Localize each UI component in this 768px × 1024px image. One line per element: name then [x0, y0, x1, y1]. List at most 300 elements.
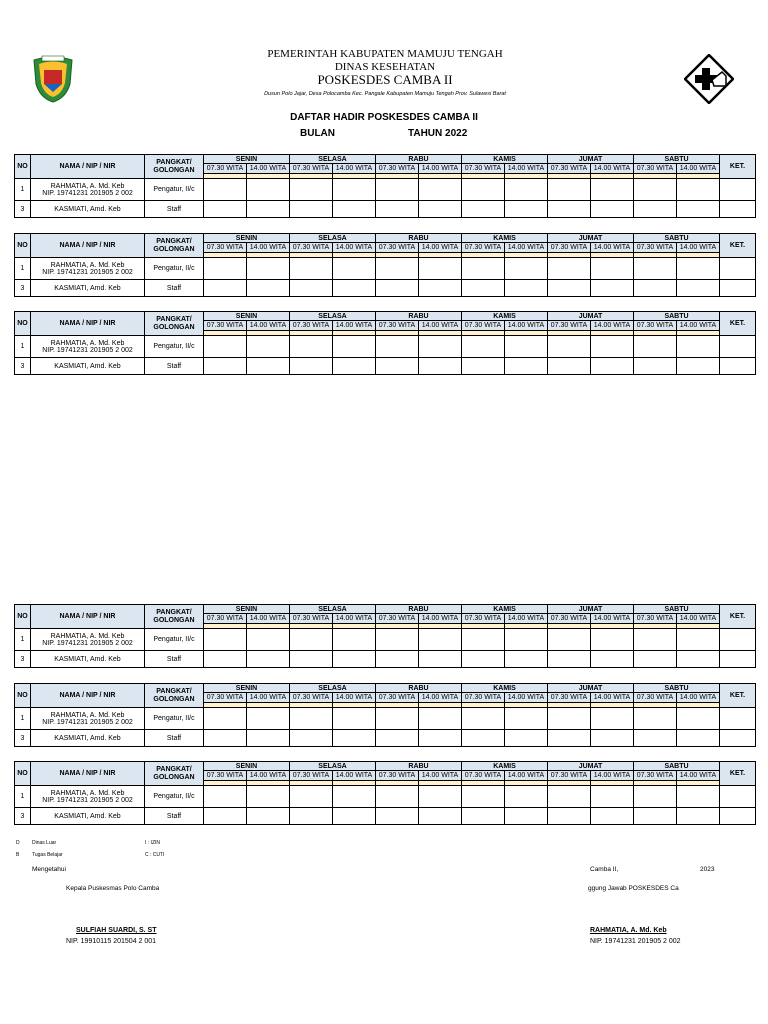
- attendance-cell[interactable]: [247, 808, 290, 825]
- attendance-cell[interactable]: [677, 280, 720, 297]
- attendance-cell[interactable]: [247, 651, 290, 668]
- attendance-cell[interactable]: [376, 786, 419, 808]
- time-in: 07.30 WITA: [462, 243, 505, 253]
- time-in: 07.30 WITA: [204, 614, 247, 624]
- attendance-cell[interactable]: [204, 808, 247, 825]
- time-in: 07.30 WITA: [548, 614, 591, 624]
- header-rank-line2: GOLONGAN: [153, 323, 195, 331]
- day-monday: SENIN: [204, 762, 290, 771]
- attendance-cell[interactable]: [419, 730, 462, 747]
- time-out: 14.00 WITA: [247, 164, 290, 174]
- attendance-cell[interactable]: [333, 201, 376, 218]
- legend-code: I : IZIN: [145, 840, 160, 846]
- attendance-cell[interactable]: [204, 258, 247, 280]
- attendance-cell[interactable]: [548, 280, 591, 297]
- attendance-cell[interactable]: [333, 808, 376, 825]
- day-friday: JUMAT: [548, 762, 634, 771]
- remarks-cell[interactable]: [720, 201, 756, 218]
- time-out: 14.00 WITA: [247, 693, 290, 703]
- remarks-cell[interactable]: [720, 708, 756, 730]
- attendance-cell[interactable]: [204, 201, 247, 218]
- remarks-cell[interactable]: [720, 808, 756, 825]
- attendance-cell[interactable]: [548, 201, 591, 218]
- attendance-cell[interactable]: [376, 358, 419, 375]
- attendance-cell[interactable]: [333, 358, 376, 375]
- row-nip: NIP. 19741231 201905 2 002: [42, 796, 133, 804]
- day-thursday: KAMIS: [462, 234, 548, 243]
- header-name: NAMA / NIP / NIR: [31, 684, 145, 708]
- legend-code: C : CUTI: [145, 852, 165, 858]
- remarks-cell[interactable]: [720, 280, 756, 297]
- day-friday: JUMAT: [548, 684, 634, 693]
- attendance-cell[interactable]: [376, 201, 419, 218]
- attendance-cell[interactable]: [333, 730, 376, 747]
- attendance-cell[interactable]: [204, 358, 247, 375]
- header-no: NO: [15, 605, 31, 629]
- row-rank: Pengatur, II/c: [145, 258, 204, 280]
- attendance-cell[interactable]: [591, 258, 634, 280]
- attendance-cell[interactable]: [204, 629, 247, 651]
- attendance-cell[interactable]: [462, 786, 505, 808]
- attendance-cell[interactable]: [462, 258, 505, 280]
- time-in: 07.30 WITA: [548, 771, 591, 781]
- header-rank-line2: GOLONGAN: [153, 166, 195, 174]
- attendance-cell[interactable]: [462, 730, 505, 747]
- time-out: 14.00 WITA: [505, 771, 548, 781]
- attendance-cell[interactable]: [333, 280, 376, 297]
- time-in: 07.30 WITA: [376, 164, 419, 174]
- day-friday: JUMAT: [548, 234, 634, 243]
- attendance-cell[interactable]: [290, 258, 333, 280]
- attendance-cell[interactable]: [677, 708, 720, 730]
- attendance-cell[interactable]: [419, 629, 462, 651]
- attendance-cell[interactable]: [677, 651, 720, 668]
- row-rank: Staff: [145, 358, 204, 375]
- date-year: 2023: [700, 866, 715, 873]
- row-nip: NIP. 19741231 201905 2 002: [42, 639, 133, 647]
- time-out: 14.00 WITA: [247, 243, 290, 253]
- time-in: 07.30 WITA: [548, 164, 591, 174]
- attendance-cell[interactable]: [419, 808, 462, 825]
- time-in: 07.30 WITA: [376, 614, 419, 624]
- header-rank-line1: PANGKAT/: [156, 315, 192, 323]
- health-logo-icon: [684, 54, 734, 104]
- attendance-cell[interactable]: [376, 179, 419, 201]
- attendance-cell[interactable]: [290, 786, 333, 808]
- attendance-cell[interactable]: [333, 629, 376, 651]
- attendance-cell[interactable]: [376, 258, 419, 280]
- legend-text: Tugas Belajar: [32, 852, 63, 858]
- right-signer-name: RAHMATIA, A. Md. Keb: [590, 927, 667, 934]
- day-thursday: KAMIS: [462, 762, 548, 771]
- attendance-cell[interactable]: [247, 629, 290, 651]
- attendance-cell[interactable]: [505, 358, 548, 375]
- attendance-cell[interactable]: [376, 629, 419, 651]
- row-rank: Pengatur, II/c: [145, 786, 204, 808]
- attendance-cell[interactable]: [376, 336, 419, 358]
- attendance-cell[interactable]: [548, 629, 591, 651]
- day-monday: SENIN: [204, 312, 290, 321]
- time-in: 07.30 WITA: [376, 693, 419, 703]
- time-in: 07.30 WITA: [548, 693, 591, 703]
- attendance-cell[interactable]: [290, 629, 333, 651]
- attendance-cell[interactable]: [548, 358, 591, 375]
- attendance-cell[interactable]: [419, 258, 462, 280]
- day-tuesday: SELASA: [290, 762, 376, 771]
- day-saturday: SABTU: [634, 762, 720, 771]
- attendance-cell[interactable]: [462, 336, 505, 358]
- attendance-cell[interactable]: [505, 708, 548, 730]
- attendance-cell[interactable]: [204, 179, 247, 201]
- remarks-cell[interactable]: [720, 336, 756, 358]
- row-name-cell: [31, 179, 145, 201]
- time-in: 07.30 WITA: [204, 771, 247, 781]
- row-nip: NIP. 19741231 201905 2 002: [42, 268, 133, 276]
- attendance-cell[interactable]: [290, 651, 333, 668]
- attendance-cell[interactable]: [591, 179, 634, 201]
- day-thursday: KAMIS: [462, 605, 548, 614]
- left-signer-title: Kepala Puskesmas Polo Camba: [66, 885, 160, 892]
- time-in: 07.30 WITA: [290, 771, 333, 781]
- attendance-cell[interactable]: [677, 258, 720, 280]
- attendance-cell[interactable]: [505, 258, 548, 280]
- row-number: 1: [15, 336, 31, 358]
- header-rank: [145, 684, 204, 708]
- attendance-cell[interactable]: [290, 280, 333, 297]
- row-name: KASMIATI, Amd. Keb: [31, 358, 145, 375]
- day-saturday: SABTU: [634, 234, 720, 243]
- attendance-cell[interactable]: [247, 258, 290, 280]
- attendance-cell[interactable]: [505, 808, 548, 825]
- time-in: 07.30 WITA: [548, 321, 591, 331]
- header-no: NO: [15, 155, 31, 179]
- attendance-cell[interactable]: [204, 708, 247, 730]
- attendance-cell[interactable]: [247, 201, 290, 218]
- attendance-cell[interactable]: [247, 730, 290, 747]
- time-out: 14.00 WITA: [333, 243, 376, 253]
- time-in: 07.30 WITA: [376, 321, 419, 331]
- row-name: KASMIATI, Amd. Keb: [31, 730, 145, 747]
- row-name: RAHMATIA, A. Md. Keb: [50, 632, 125, 640]
- header-no: NO: [15, 234, 31, 258]
- attendance-cell[interactable]: [290, 201, 333, 218]
- attendance-table: [14, 233, 756, 297]
- time-out: 14.00 WITA: [591, 164, 634, 174]
- attendance-cell[interactable]: [247, 179, 290, 201]
- attendance-cell[interactable]: [634, 358, 677, 375]
- attendance-cell[interactable]: [548, 179, 591, 201]
- attendance-cell[interactable]: [505, 280, 548, 297]
- time-in: 07.30 WITA: [290, 693, 333, 703]
- attendance-cell[interactable]: [419, 358, 462, 375]
- remarks-cell[interactable]: [720, 179, 756, 201]
- header-no: NO: [15, 684, 31, 708]
- attendance-cell[interactable]: [333, 179, 376, 201]
- header-rank: [145, 234, 204, 258]
- attendance-cell[interactable]: [290, 708, 333, 730]
- time-in: 07.30 WITA: [634, 321, 677, 331]
- header-rank-line1: PANGKAT/: [156, 765, 192, 773]
- remarks-cell[interactable]: [720, 730, 756, 747]
- attendance-cell[interactable]: [247, 708, 290, 730]
- attendance-cell[interactable]: [333, 786, 376, 808]
- row-name: KASMIATI, Amd. Keb: [31, 201, 145, 218]
- day-monday: SENIN: [204, 684, 290, 693]
- attendance-cell[interactable]: [591, 730, 634, 747]
- attendance-cell[interactable]: [462, 280, 505, 297]
- attendance-cell[interactable]: [419, 201, 462, 218]
- attendance-cell[interactable]: [591, 651, 634, 668]
- attendance-cell[interactable]: [634, 651, 677, 668]
- attendance-cell[interactable]: [677, 808, 720, 825]
- header-name: NAMA / NIP / NIR: [31, 605, 145, 629]
- day-wednesday: RABU: [376, 684, 462, 693]
- attendance-cell[interactable]: [548, 708, 591, 730]
- attendance-cell[interactable]: [419, 708, 462, 730]
- time-in: 07.30 WITA: [290, 321, 333, 331]
- time-out: 14.00 WITA: [419, 771, 462, 781]
- attendance-cell[interactable]: [548, 651, 591, 668]
- time-in: 07.30 WITA: [462, 614, 505, 624]
- row-number: 1: [15, 786, 31, 808]
- attendance-cell[interactable]: [376, 808, 419, 825]
- header-name: NAMA / NIP / NIR: [31, 234, 145, 258]
- time-in: 07.30 WITA: [376, 243, 419, 253]
- time-out: 14.00 WITA: [677, 614, 720, 624]
- attendance-cell[interactable]: [677, 336, 720, 358]
- attendance-cell[interactable]: [462, 808, 505, 825]
- attendance-cell[interactable]: [376, 708, 419, 730]
- attendance-cell[interactable]: [677, 358, 720, 375]
- time-out: 14.00 WITA: [247, 321, 290, 331]
- time-out: 14.00 WITA: [333, 164, 376, 174]
- row-name-cell: [31, 629, 145, 651]
- attendance-cell[interactable]: [677, 629, 720, 651]
- attendance-cell[interactable]: [290, 730, 333, 747]
- attendance-cell[interactable]: [419, 280, 462, 297]
- remarks-cell[interactable]: [720, 651, 756, 668]
- attendance-cell[interactable]: [548, 808, 591, 825]
- header-no: NO: [15, 762, 31, 786]
- day-tuesday: SELASA: [290, 605, 376, 614]
- time-out: 14.00 WITA: [591, 321, 634, 331]
- acknowledged-label: Mengetahui: [32, 866, 66, 873]
- table-row: [15, 258, 756, 280]
- attendance-cell[interactable]: [419, 651, 462, 668]
- attendance-cell[interactable]: [204, 336, 247, 358]
- time-in: 07.30 WITA: [376, 771, 419, 781]
- attendance-cell[interactable]: [591, 629, 634, 651]
- attendance-cell[interactable]: [634, 179, 677, 201]
- left-signer-nip: NIP. 19910115 201504 2 001: [66, 938, 157, 945]
- header-remarks: KET.: [720, 762, 756, 786]
- header-rank-line2: GOLONGAN: [153, 245, 195, 253]
- day-saturday: SABTU: [634, 155, 720, 164]
- row-rank: Pengatur, II/c: [145, 629, 204, 651]
- table-row: [15, 280, 756, 297]
- attendance-cell[interactable]: [677, 730, 720, 747]
- attendance-cell[interactable]: [677, 179, 720, 201]
- attendance-cell[interactable]: [634, 629, 677, 651]
- attendance-cell[interactable]: [591, 708, 634, 730]
- attendance-cell[interactable]: [505, 336, 548, 358]
- row-number: 1: [15, 258, 31, 280]
- attendance-cell[interactable]: [462, 651, 505, 668]
- row-name: KASMIATI, Amd. Keb: [31, 808, 145, 825]
- attendance-cell[interactable]: [462, 629, 505, 651]
- header-rank-line1: PANGKAT/: [156, 608, 192, 616]
- attendance-cell[interactable]: [333, 708, 376, 730]
- time-in: 07.30 WITA: [634, 164, 677, 174]
- attendance-cell[interactable]: [462, 358, 505, 375]
- attendance-cell[interactable]: [591, 336, 634, 358]
- attendance-cell[interactable]: [290, 179, 333, 201]
- legend-code: D: [16, 840, 20, 846]
- time-in: 07.30 WITA: [634, 693, 677, 703]
- row-rank: Staff: [145, 201, 204, 218]
- attendance-cell[interactable]: [591, 808, 634, 825]
- attendance-cell[interactable]: [290, 336, 333, 358]
- attendance-cell[interactable]: [505, 651, 548, 668]
- attendance-cell[interactable]: [505, 629, 548, 651]
- header-remarks: KET.: [720, 155, 756, 179]
- row-number: 3: [15, 808, 31, 825]
- attendance-cell[interactable]: [591, 201, 634, 218]
- time-in: 07.30 WITA: [462, 321, 505, 331]
- attendance-cell[interactable]: [634, 808, 677, 825]
- attendance-cell[interactable]: [505, 179, 548, 201]
- attendance-cell[interactable]: [634, 280, 677, 297]
- day-tuesday: SELASA: [290, 234, 376, 243]
- header-name: NAMA / NIP / NIR: [31, 762, 145, 786]
- attendance-cell[interactable]: [204, 786, 247, 808]
- attendance-cell[interactable]: [376, 651, 419, 668]
- day-tuesday: SELASA: [290, 155, 376, 164]
- attendance-cell[interactable]: [634, 258, 677, 280]
- attendance-cell[interactable]: [419, 786, 462, 808]
- header-name: NAMA / NIP / NIR: [31, 312, 145, 336]
- table-row: [15, 708, 756, 730]
- attendance-cell[interactable]: [634, 336, 677, 358]
- attendance-cell[interactable]: [204, 280, 247, 297]
- attendance-cell[interactable]: [677, 201, 720, 218]
- table-row: [15, 201, 756, 218]
- day-monday: SENIN: [204, 155, 290, 164]
- time-in: 07.30 WITA: [204, 164, 247, 174]
- attendance-cell[interactable]: [548, 786, 591, 808]
- attendance-cell[interactable]: [333, 258, 376, 280]
- time-in: 07.30 WITA: [634, 243, 677, 253]
- day-saturday: SABTU: [634, 684, 720, 693]
- table-row: [15, 358, 756, 375]
- header-rank-line1: PANGKAT/: [156, 687, 192, 695]
- table-row: [15, 730, 756, 747]
- attendance-cell[interactable]: [591, 358, 634, 375]
- row-nip: NIP. 19741231 201905 2 002: [42, 189, 133, 197]
- day-tuesday: SELASA: [290, 312, 376, 321]
- time-out: 14.00 WITA: [677, 243, 720, 253]
- attendance-cell[interactable]: [376, 730, 419, 747]
- attendance-cell[interactable]: [419, 336, 462, 358]
- row-number: 3: [15, 280, 31, 297]
- attendance-cell[interactable]: [462, 201, 505, 218]
- header-remarks: KET.: [720, 234, 756, 258]
- attendance-cell[interactable]: [247, 280, 290, 297]
- attendance-cell[interactable]: [419, 179, 462, 201]
- table-row: [15, 629, 756, 651]
- time-out: 14.00 WITA: [247, 771, 290, 781]
- header-rank: [145, 312, 204, 336]
- row-name: RAHMATIA, A. Md. Keb: [50, 339, 125, 347]
- attendance-cell[interactable]: [333, 336, 376, 358]
- attendance-cell[interactable]: [591, 280, 634, 297]
- time-out: 14.00 WITA: [505, 164, 548, 174]
- row-rank: Staff: [145, 651, 204, 668]
- facility-line: POSKESDES CAMBA II: [317, 72, 453, 88]
- attendance-cell[interactable]: [548, 258, 591, 280]
- time-out: 14.00 WITA: [591, 771, 634, 781]
- day-friday: JUMAT: [548, 155, 634, 164]
- attendance-cell[interactable]: [247, 786, 290, 808]
- attendance-cell[interactable]: [290, 358, 333, 375]
- time-in: 07.30 WITA: [290, 243, 333, 253]
- day-saturday: SABTU: [634, 605, 720, 614]
- time-in: 07.30 WITA: [634, 614, 677, 624]
- header-name: NAMA / NIP / NIR: [31, 155, 145, 179]
- attendance-cell[interactable]: [548, 336, 591, 358]
- attendance-cell[interactable]: [634, 786, 677, 808]
- attendance-cell[interactable]: [505, 786, 548, 808]
- day-saturday: SABTU: [634, 312, 720, 321]
- attendance-cell[interactable]: [333, 651, 376, 668]
- row-number: 1: [15, 629, 31, 651]
- attendance-cell[interactable]: [290, 808, 333, 825]
- table-row: [15, 336, 756, 358]
- attendance-cell[interactable]: [634, 708, 677, 730]
- time-out: 14.00 WITA: [591, 614, 634, 624]
- time-out: 14.00 WITA: [677, 693, 720, 703]
- attendance-cell[interactable]: [462, 708, 505, 730]
- attendance-table: [14, 683, 756, 747]
- remarks-cell[interactable]: [720, 258, 756, 280]
- attendance-cell[interactable]: [591, 786, 634, 808]
- attendance-cell[interactable]: [634, 201, 677, 218]
- time-in: 07.30 WITA: [462, 693, 505, 703]
- attendance-cell[interactable]: [548, 730, 591, 747]
- day-thursday: KAMIS: [462, 155, 548, 164]
- attendance-cell[interactable]: [204, 730, 247, 747]
- attendance-cell[interactable]: [376, 280, 419, 297]
- header-rank: [145, 762, 204, 786]
- attendance-cell[interactable]: [505, 201, 548, 218]
- attendance-cell[interactable]: [247, 358, 290, 375]
- right-signer-nip: NIP. 19741231 201905 2 002: [590, 938, 681, 945]
- row-rank: Pengatur, II/c: [145, 708, 204, 730]
- attendance-cell[interactable]: [247, 336, 290, 358]
- time-in: 07.30 WITA: [634, 771, 677, 781]
- attendance-cell[interactable]: [204, 651, 247, 668]
- row-name: KASMIATI, Amd. Keb: [31, 280, 145, 297]
- attendance-cell[interactable]: [677, 786, 720, 808]
- remarks-cell[interactable]: [720, 629, 756, 651]
- regency-emblem-icon: [30, 54, 76, 104]
- remarks-cell[interactable]: [720, 358, 756, 375]
- remarks-cell[interactable]: [720, 786, 756, 808]
- time-out: 14.00 WITA: [677, 164, 720, 174]
- attendance-cell[interactable]: [462, 179, 505, 201]
- attendance-cell[interactable]: [505, 730, 548, 747]
- attendance-cell[interactable]: [634, 730, 677, 747]
